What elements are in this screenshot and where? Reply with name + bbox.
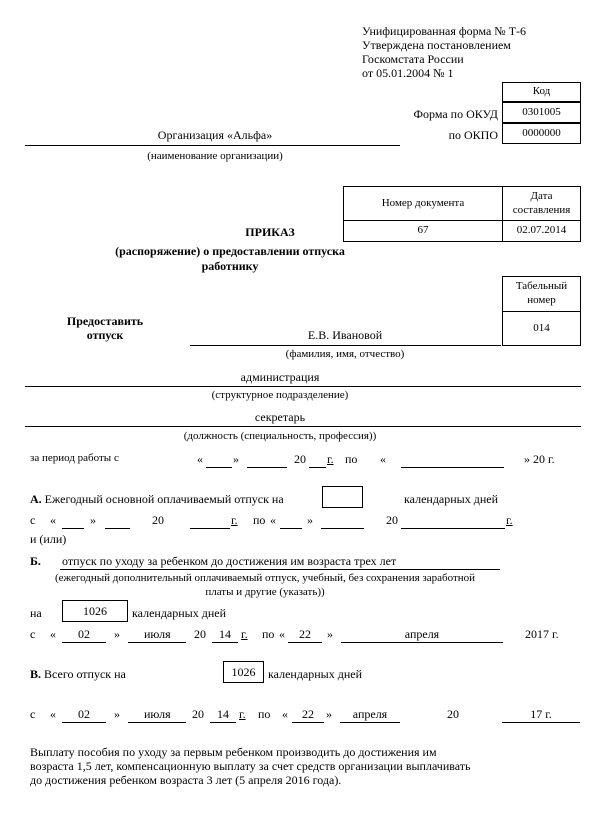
organization-name: Организация «Альфа» <box>157 128 273 142</box>
section-b-from-year-line <box>212 642 238 643</box>
section-v-quote-open2: « <box>282 707 288 721</box>
position-name: секретарь <box>254 410 306 424</box>
section-a-to-day-line <box>280 528 302 529</box>
section-b-year-suffix: г. <box>241 627 248 641</box>
department-caption: (структурное подразделение) <box>211 389 349 401</box>
section-b-quote-open: « <box>50 627 56 641</box>
section-v-to: по <box>258 707 271 721</box>
section-b-letter: Б. <box>30 554 41 568</box>
section-b-days: 1026 <box>83 603 107 618</box>
section-v-from: с <box>30 707 36 721</box>
work-period-quote-open2: « <box>380 452 386 466</box>
note-line2: возраста 1,5 лет, компенсационную выплату за счет средств организации выплачивать <box>30 759 471 773</box>
doc-number: 67 <box>417 224 429 237</box>
doc-date-header: Дата составления <box>512 189 571 216</box>
form-info-line1: Унифицированная форма № Т-6 <box>362 24 527 38</box>
work-period-quote-close: » <box>233 452 239 466</box>
order-title: ПРИКАЗ <box>245 225 295 239</box>
section-v-title <box>30 668 126 680</box>
department-name: администрация <box>240 370 320 384</box>
grant-label-line1: Предоставить <box>66 314 144 328</box>
section-b-from-day-line <box>62 642 106 643</box>
section-a-letter: А. <box>30 492 42 506</box>
doc-number-header: Номер документа <box>381 196 465 209</box>
section-b-days-label: календарных дней <box>132 606 227 620</box>
section-a-to-year-line <box>401 528 505 529</box>
section-a-year-prefix: 20 <box>152 513 164 527</box>
work-period-label: за период работы с <box>30 452 119 464</box>
section-v-from-month: июля <box>144 707 171 721</box>
organization-caption: (наименование организации) <box>147 150 283 162</box>
section-v-from-day-line <box>62 722 106 723</box>
okud-label: Форма по ОКУД <box>413 107 498 121</box>
section-a-from-month-line <box>105 528 130 529</box>
and-or-label: и (или) <box>30 532 67 546</box>
okpo-value: 0000000 <box>522 126 561 139</box>
department-underline <box>25 386 581 387</box>
section-b-to-day-line <box>288 642 322 643</box>
work-period-year-prefix: 20 <box>294 452 306 466</box>
codes-header-cell <box>502 82 581 102</box>
work-period-quote-open: « <box>197 452 203 466</box>
okud-cell <box>502 102 581 123</box>
note-line3: до достижения ребенком возраста 3 лет (5 апреля 2016 года). <box>30 773 342 787</box>
work-period-year-line <box>309 467 326 468</box>
section-a-days-box <box>322 486 363 508</box>
tab-number: 014 <box>533 321 550 334</box>
order-subtitle-line1: (распоряжение) о предоставлении отпуска <box>115 244 345 258</box>
section-b-from-year: 14 <box>219 627 231 641</box>
section-b-caption-line2: платы и другие (указать)) <box>205 586 325 598</box>
section-v-days-label: календарных дней <box>268 667 363 681</box>
section-a-from-day-line <box>62 528 84 529</box>
work-period-end: » 20 г. <box>524 452 555 466</box>
section-v-days: 1026 <box>231 664 256 679</box>
section-v-quote-close: » <box>114 707 120 721</box>
tab-number-header-cell <box>502 276 581 312</box>
section-b-from-month: июля <box>144 627 171 641</box>
section-v-to-day-line <box>292 722 324 723</box>
section-v-year-prefix2: 20 <box>447 707 459 721</box>
employee-name-caption: (фамилия, имя, отчество) <box>285 348 405 360</box>
work-period-month-line <box>247 467 287 468</box>
doc-date-header-cell <box>502 186 581 221</box>
form-info-line2: Утверждена постановлением <box>362 38 511 52</box>
okpo-cell <box>502 123 581 144</box>
section-v-to-year-line <box>502 722 580 723</box>
position-underline <box>25 426 581 427</box>
section-v-year-suffix: г. <box>239 707 246 721</box>
section-b-to: по <box>262 627 275 641</box>
section-b-quote-close2: » <box>327 627 333 641</box>
section-b-from-day: 02 <box>78 627 90 641</box>
section-v-from-month-line <box>128 722 186 723</box>
section-b-from-month-line <box>128 642 186 643</box>
section-v-from-year-line <box>210 722 236 723</box>
section-b-year-prefix: 20 <box>194 627 206 641</box>
section-b-text: отпуск по уходу за ребенком до достижения им возраста трех лет <box>62 554 397 568</box>
section-a-year-prefix2: 20 <box>386 513 398 527</box>
section-a-to: по <box>253 513 266 527</box>
okud-value: 0301005 <box>522 105 561 118</box>
form-info-line4: от 05.01.2004 № 1 <box>362 66 454 80</box>
section-a-title <box>30 493 284 505</box>
section-b-to-month: апреля <box>404 627 440 641</box>
section-a-to-month-line <box>321 528 364 529</box>
section-b-quote-close: » <box>114 627 120 641</box>
work-period-to-line <box>401 467 504 468</box>
section-v-to-day: 22 <box>302 707 314 721</box>
section-b-quote-open2: « <box>279 627 285 641</box>
form-info-line3: Госкомстата России <box>362 52 464 66</box>
order-subtitle-line2: работнику <box>201 259 259 273</box>
employee-name: Е.В. Ивановой <box>307 328 383 342</box>
section-b-to-month-line <box>341 642 503 643</box>
organization-underline <box>25 145 400 146</box>
section-v-from-day: 02 <box>78 707 90 721</box>
note-line1: Выплату пособия по уходу за первым ребенком производить до достижения им <box>30 745 437 759</box>
section-a-from-year-line <box>190 528 230 529</box>
section-b-underline <box>60 569 500 570</box>
section-a-days-label: календарных дней <box>404 492 499 506</box>
work-period-day-line <box>206 467 232 468</box>
section-v-to-month-line <box>340 722 400 723</box>
section-a-quote-close2: » <box>307 513 313 527</box>
employee-name-underline <box>190 345 501 346</box>
section-b-caption-line1: (ежегодный дополнительный оплачиваемый отпуск, учебный, без сохранения заработной <box>54 572 476 584</box>
section-v-letter: В. <box>30 667 42 681</box>
grant-label-line2: отпуск <box>86 328 124 342</box>
section-b-to-year: 2017 г. <box>525 627 559 641</box>
tab-number-header: Табельный номер <box>515 280 568 306</box>
section-a-quote-close: » <box>90 513 96 527</box>
doc-number-header-cell <box>343 186 503 221</box>
position-caption: (должность (специальность, профессия)) <box>183 430 377 442</box>
tab-number-cell <box>502 311 581 346</box>
doc-date-cell <box>502 220 581 242</box>
okpo-label: по ОКПО <box>448 128 498 142</box>
section-a-text: Ежегодный основной оплачиваемый отпуск на <box>44 492 284 506</box>
section-v-from-year: 14 <box>217 707 229 721</box>
section-v-quote-open: « <box>50 707 56 721</box>
section-v-quote-close2: » <box>326 707 332 721</box>
work-period-year-suffix: г. <box>327 452 334 466</box>
work-period-to: по <box>345 452 358 466</box>
section-v-to-month: апреля <box>352 707 388 721</box>
doc-number-cell <box>343 220 503 242</box>
section-b-for-label: на <box>30 606 42 620</box>
section-b-days-box <box>62 600 128 622</box>
section-v-to-year: 17 г. <box>530 707 552 721</box>
section-a-year-suffix2: г. <box>506 513 513 527</box>
doc-date: 02.07.2014 <box>516 224 567 237</box>
section-a-year-suffix: г. <box>231 513 238 527</box>
section-a-quote-open2: « <box>270 513 276 527</box>
section-v-text: Всего отпуск на <box>44 667 126 681</box>
section-b-to-day: 22 <box>299 627 311 641</box>
section-a-from: с <box>30 513 36 527</box>
section-v-days-box <box>223 661 264 683</box>
section-v-year-prefix: 20 <box>192 707 204 721</box>
section-b-from: с <box>30 627 36 641</box>
section-a-quote-open: « <box>50 513 56 527</box>
codes-header: Код <box>532 85 551 98</box>
